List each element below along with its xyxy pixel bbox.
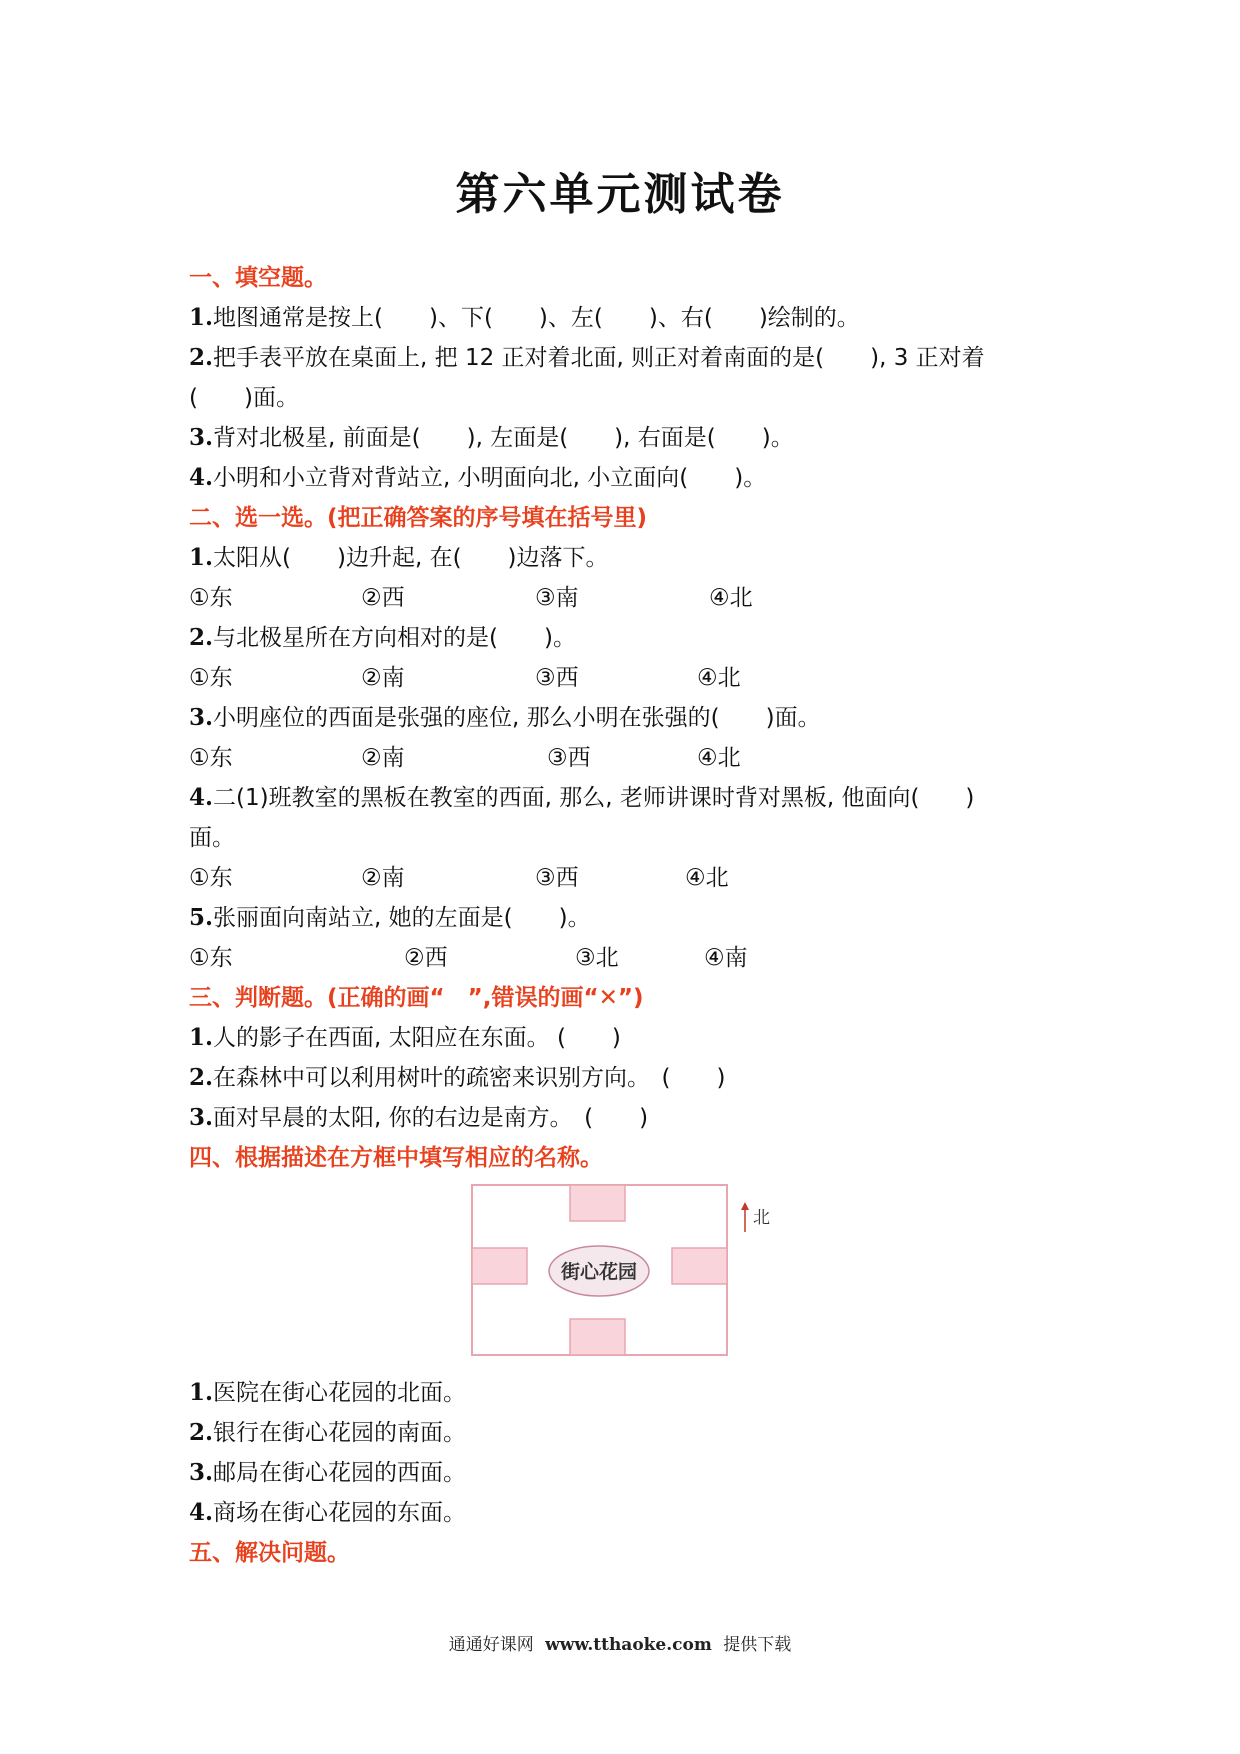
east-box	[672, 1248, 727, 1284]
footer-url[interactable]: www.tthaoke.com	[545, 1635, 712, 1655]
garden-map	[189, 1178, 1069, 1373]
footer	[0, 1630, 1240, 1655]
option: ②西	[361, 585, 405, 611]
worksheet-content	[189, 258, 1069, 1573]
option: ③南	[535, 585, 579, 611]
option: ②西	[404, 945, 448, 971]
fill-question-2: 2.把手表平放在桌面上, 把 12 正对着北面, 则正对着南面的是( ), 3 正对着	[189, 344, 985, 371]
choice-question-5: 5.张丽面向南站立, 她的左面是( )。	[189, 904, 591, 931]
choice-options-3	[189, 738, 1069, 778]
option: ②南	[361, 745, 405, 771]
option: ③西	[535, 865, 579, 891]
option: ④南	[704, 945, 748, 971]
fill-question-2-cont: ( )面。	[189, 385, 299, 411]
option: ①东	[189, 665, 233, 691]
garden-label: 街心花园	[560, 1261, 638, 1283]
section-map-heading: 四、根据描述在方框中填写相应的名称。	[189, 1145, 603, 1171]
choice-question-2: 2.与北极星所在方向相对的是( )。	[189, 624, 576, 651]
section-fill-blank-heading: 一、填空题。	[189, 265, 327, 291]
section-choice-heading: 二、选一选。(把正确答案的序号填在括号里)	[189, 505, 648, 531]
north-box	[570, 1185, 625, 1221]
choice-question-1: 1.太阳从( )边升起, 在( )边落下。	[189, 544, 609, 571]
option: ②南	[361, 865, 405, 891]
choice-options-5	[189, 938, 1069, 978]
option: ①东	[189, 585, 233, 611]
garden-map-diagram	[469, 1182, 789, 1362]
option: ④北	[709, 585, 753, 611]
option: ④北	[697, 665, 741, 691]
section-judge-heading: 三、判断题。(正确的画“ ”,错误的画“✕”)	[189, 985, 644, 1011]
choice-question-4: 4.二(1)班教室的黑板在教室的西面, 那么, 老师讲课时背对黑板, 他面向( )	[189, 784, 975, 811]
option: ②南	[361, 665, 405, 691]
choice-options-1	[189, 578, 1069, 618]
judge-question-2: 2.在森林中可以利用树叶的疏密来识别方向。 ( )	[189, 1064, 726, 1091]
fill-question-1: 1.地图通常是按上( )、下( )、左( )、右( )绘制的。	[189, 304, 860, 331]
desc-line-3: 3.邮局在街心花园的西面。	[189, 1459, 467, 1486]
choice-question-3: 3.小明座位的西面是张强的座位, 那么小明在张强的( )面。	[189, 704, 821, 731]
fill-question-3: 3.背对北极星, 前面是( ), 左面是( ), 右面是( )。	[189, 424, 794, 451]
option: ④北	[697, 745, 741, 771]
footer-site-name: 通通好课网	[448, 1635, 534, 1655]
option: ③西	[547, 745, 591, 771]
fill-question-4: 4.小明和小立背对背站立, 小明面向北, 小立面向( )。	[189, 464, 767, 491]
south-box	[570, 1319, 625, 1355]
choice-options-2	[189, 658, 1069, 698]
option: ①东	[189, 745, 233, 771]
west-box	[472, 1248, 527, 1284]
option: ①东	[189, 945, 233, 971]
option: ③北	[575, 945, 619, 971]
desc-line-2: 2.银行在街心花园的南面。	[189, 1419, 467, 1446]
section-problem-heading: 五、解决问题。	[189, 1540, 350, 1566]
option: ①东	[189, 865, 233, 891]
judge-question-1: 1.人的影子在西面, 太阳应在东面。 ( )	[189, 1024, 621, 1051]
desc-line-4: 4.商场在街心花园的东面。	[189, 1499, 467, 1526]
desc-line-1: 1.医院在街心花园的北面。	[189, 1379, 467, 1406]
page-title: 第六单元测试卷	[455, 169, 785, 220]
choice-options-4	[189, 858, 1069, 898]
north-label: 北	[753, 1208, 770, 1228]
north-arrowhead-icon	[741, 1202, 749, 1210]
option: ④北	[685, 865, 729, 891]
judge-question-3: 3.面对早晨的太阳, 你的右边是南方。 ( )	[189, 1104, 649, 1131]
footer-download-text: 提供下载	[723, 1635, 792, 1655]
choice-question-4-cont: 面。	[189, 825, 235, 851]
option: ③西	[535, 665, 579, 691]
